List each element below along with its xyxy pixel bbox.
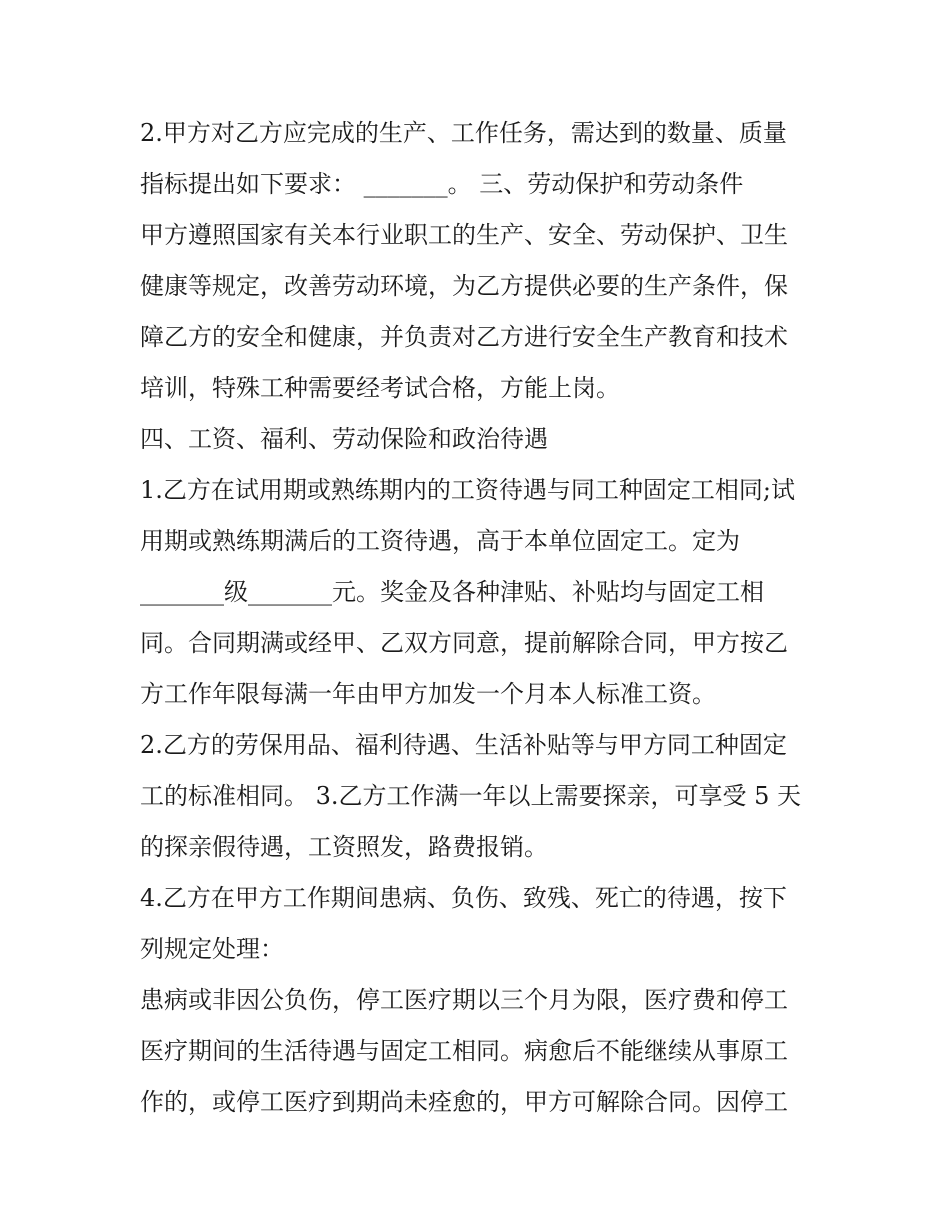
text-line: 用期或熟练期满后的工资待遇，高于本单位固定工。定为 xyxy=(140,527,740,555)
text-line: 同。合同期满或经甲、乙双方同意，提前解除合同，甲方按乙 xyxy=(140,629,788,657)
text-line: 障乙方的安全和健康，并负责对乙方进行安全生产教育和技术 xyxy=(140,323,788,351)
text-line: 2.甲方对乙方应完成的生产、工作任务，需达到的数量、质量 xyxy=(140,119,787,147)
text-line: 健康等规定，改善劳动环境，为乙方提供必要的生产条件，保 xyxy=(140,272,788,300)
text-line: 培训，特殊工种需要经考试合格，方能上岗。 xyxy=(140,374,620,402)
text-line: 2.乙方的劳保用品、福利待遇、生活补贴等与甲方同工种固定 xyxy=(140,731,787,759)
text-line: 工的标准相同。 3.乙方工作满一年以上需要探亲，可享受 5 天 xyxy=(140,782,802,810)
text-line: 指标提出如下要求： _______。 三、劳动保护和劳动条件 xyxy=(140,170,744,198)
text-line: 医疗期间的生活待遇与固定工相同。病愈后不能继续从事原工 xyxy=(140,1037,788,1065)
document-body xyxy=(140,108,820,1128)
text-line: 患病或非因公负伤，停工医疗期以三个月为限，医疗费和停工 xyxy=(140,986,788,1014)
section-heading: 四、工资、福利、劳动保险和政治待遇 xyxy=(140,425,548,453)
text-line: _______级_______元。奖金及各种津贴、补贴均与固定工相 xyxy=(140,578,764,606)
text-line: 方工作年限每满一年由甲方加发一个月本人标准工资。 xyxy=(140,680,716,708)
text-line: 作的，或停工医疗到期尚未痊愈的，甲方可解除合同。因停工 xyxy=(140,1088,788,1116)
text-line: 甲方遵照国家有关本行业职工的生产、安全、劳动保护、卫生 xyxy=(140,221,788,249)
text-line: 的探亲假待遇，工资照发，路费报销。 xyxy=(140,833,548,861)
text-line: 4.乙方在甲方工作期间患病、负伤、致残、死亡的待遇，按下 xyxy=(140,884,787,912)
text-line: 列规定处理： xyxy=(140,935,284,963)
text-line: 1.乙方在试用期或熟练期内的工资待遇与同工种固定工相同;试 xyxy=(140,476,795,504)
